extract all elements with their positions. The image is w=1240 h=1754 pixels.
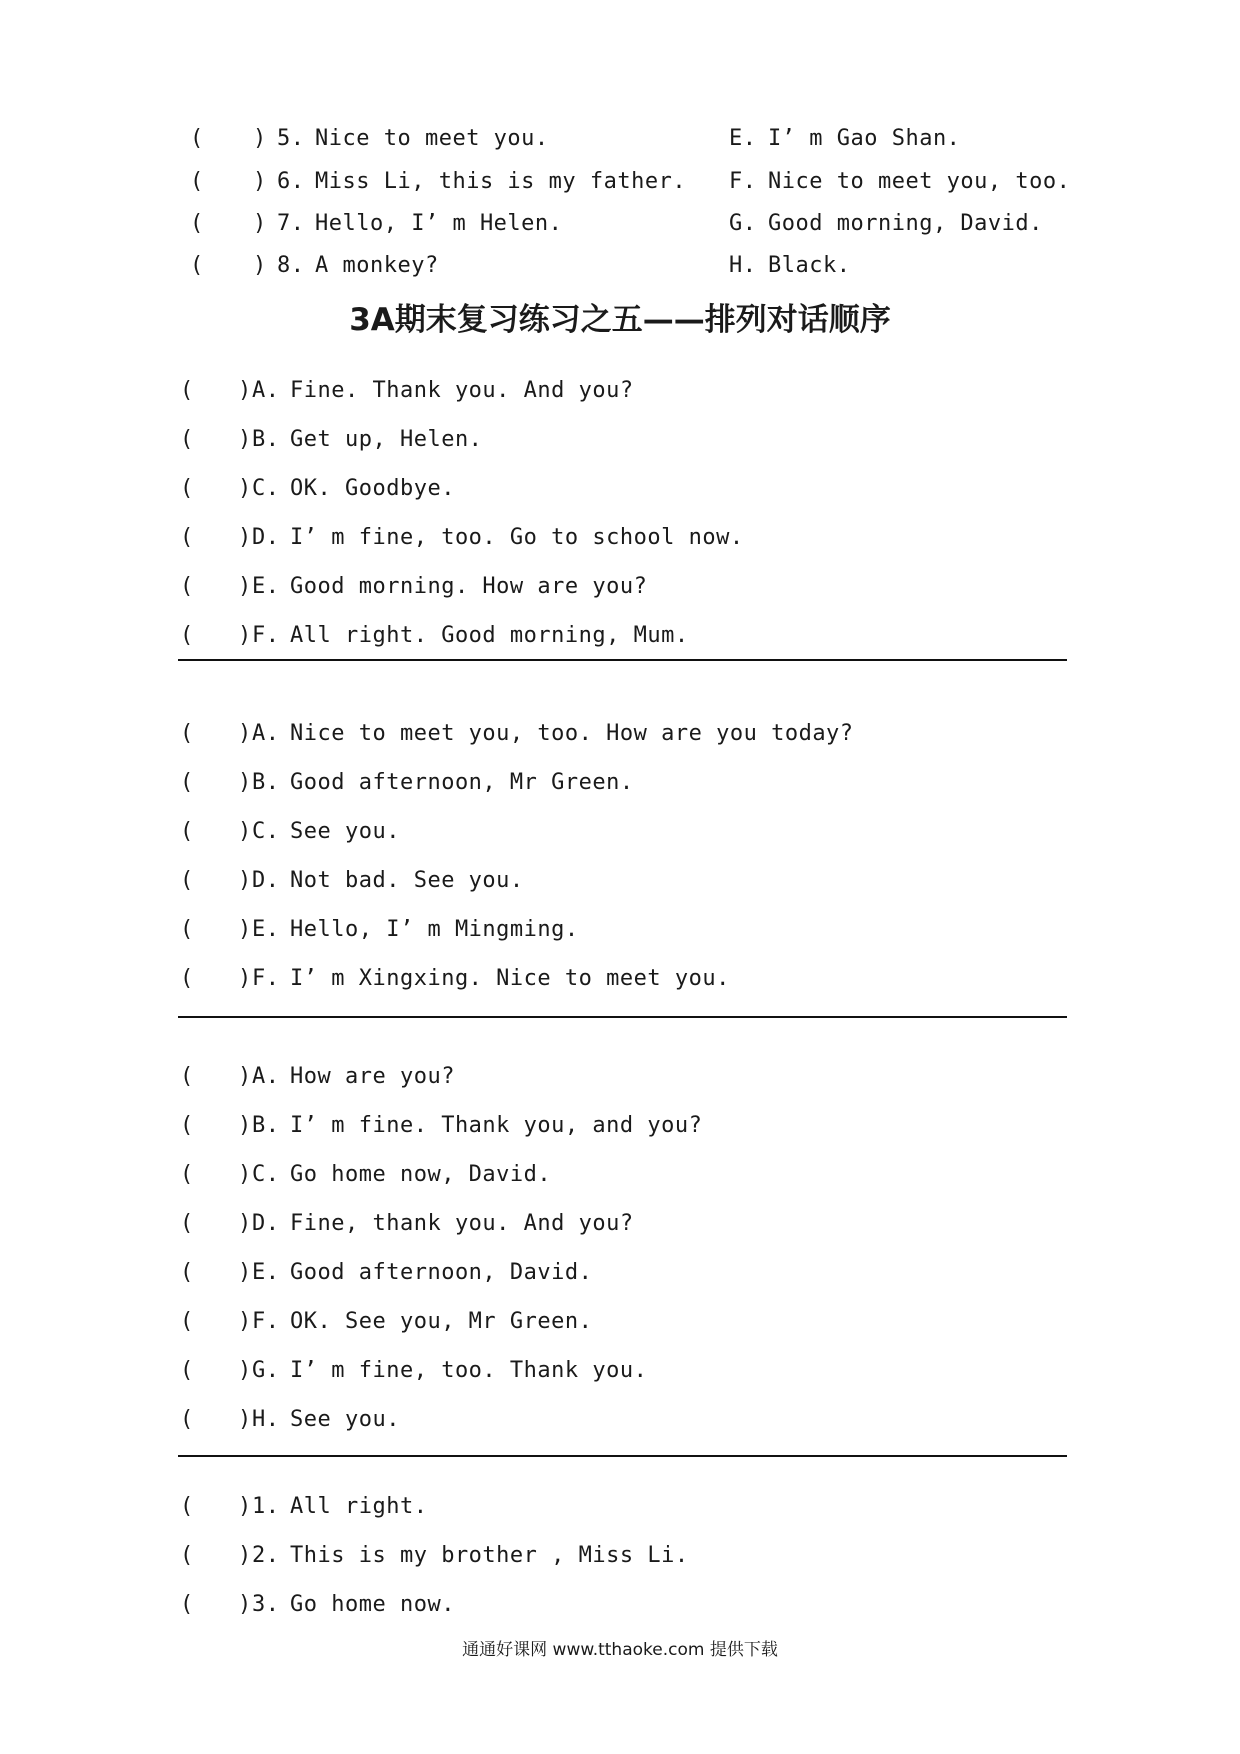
order-blank-close: )	[238, 378, 252, 403]
order-blank-open[interactable]: (	[180, 1162, 194, 1187]
line-label: E.	[252, 1260, 280, 1285]
line-label: D.	[252, 868, 280, 893]
line-label: C.	[252, 476, 280, 501]
order-blank-close: )	[238, 1543, 252, 1568]
line-label: B.	[252, 1113, 280, 1138]
order-blank-open[interactable]: (	[180, 378, 194, 403]
group-divider	[178, 1455, 1067, 1457]
order-blank-open[interactable]: (	[180, 1260, 194, 1285]
order-blank-close: )	[238, 1494, 252, 1519]
order-blank-open[interactable]: (	[180, 623, 194, 648]
line-text: All right. Good morning, Mum.	[290, 623, 689, 648]
line-text: How are you?	[290, 1064, 455, 1089]
order-blank-close: )	[238, 525, 252, 550]
order-blank-open[interactable]: (	[180, 1543, 194, 1568]
option-letter: F.	[729, 169, 757, 194]
order-blank-open[interactable]: (	[180, 574, 194, 599]
line-label: E.	[252, 917, 280, 942]
line-text: I’ m Xingxing. Nice to meet you.	[290, 966, 730, 991]
order-blank-open[interactable]: (	[180, 525, 194, 550]
line-text: Good afternoon, Mr Green.	[290, 770, 634, 795]
line-text: OK. Goodbye.	[290, 476, 455, 501]
order-blank-open[interactable]: (	[180, 1358, 194, 1383]
question-number: 6.	[277, 169, 305, 194]
section-title: 3A期末复习练习之五——排列对话顺序	[349, 302, 891, 338]
order-blank-close: )	[238, 1309, 252, 1334]
answer-blank-close: )	[253, 211, 267, 236]
line-label: A.	[252, 378, 280, 403]
question-number: 8.	[277, 253, 305, 278]
line-text: I’ m fine, too. Go to school now.	[290, 525, 744, 550]
order-blank-close: )	[238, 1358, 252, 1383]
order-blank-close: )	[238, 917, 252, 942]
option-text: I’ m Gao Shan.	[768, 126, 961, 151]
order-blank-open[interactable]: (	[180, 1064, 194, 1089]
order-blank-close: )	[238, 623, 252, 648]
line-label: G.	[252, 1358, 280, 1383]
answer-blank-open[interactable]: (	[190, 211, 204, 236]
line-text: Fine. Thank you. And you?	[290, 378, 634, 403]
order-blank-open[interactable]: (	[180, 1113, 194, 1138]
line-text: Get up, Helen.	[290, 427, 483, 452]
answer-blank-open[interactable]: (	[190, 169, 204, 194]
order-blank-open[interactable]: (	[180, 1309, 194, 1334]
line-text: All right.	[290, 1494, 428, 1519]
order-blank-close: )	[238, 1162, 252, 1187]
question-text: Nice to meet you.	[315, 126, 549, 151]
order-blank-close: )	[238, 427, 252, 452]
order-blank-open[interactable]: (	[180, 476, 194, 501]
order-blank-open[interactable]: (	[180, 427, 194, 452]
option-letter: E.	[729, 126, 757, 151]
line-label: D.	[252, 1211, 280, 1236]
line-text: Good afternoon, David.	[290, 1260, 593, 1285]
answer-blank-close: )	[253, 126, 267, 151]
line-text: This is my brother , Miss Li.	[290, 1543, 689, 1568]
option-text: Nice to meet you, too.	[768, 169, 1071, 194]
line-label: B.	[252, 427, 280, 452]
order-blank-close: )	[238, 868, 252, 893]
line-text: See you.	[290, 819, 400, 844]
order-blank-open[interactable]: (	[180, 917, 194, 942]
line-label: D.	[252, 525, 280, 550]
order-blank-close: )	[238, 966, 252, 991]
line-text: Nice to meet you, too. How are you today?	[290, 721, 854, 746]
group-divider	[178, 1016, 1067, 1018]
line-text: Hello, I’ m Mingming.	[290, 917, 579, 942]
answer-blank-open[interactable]: (	[190, 253, 204, 278]
order-blank-open[interactable]: (	[180, 868, 194, 893]
line-text: I’ m fine. Thank you, and you?	[290, 1113, 703, 1138]
group-divider	[178, 659, 1067, 661]
line-text: I’ m fine, too. Thank you.	[290, 1358, 648, 1383]
order-blank-close: )	[238, 770, 252, 795]
order-blank-close: )	[238, 1064, 252, 1089]
line-label: A.	[252, 721, 280, 746]
line-label: F.	[252, 623, 280, 648]
line-text: Good morning. How are you?	[290, 574, 648, 599]
line-label: 3.	[252, 1592, 280, 1617]
order-blank-open[interactable]: (	[180, 721, 194, 746]
question-text: Miss Li, this is my father.	[315, 169, 687, 194]
order-blank-open[interactable]: (	[180, 1592, 194, 1617]
order-blank-close: )	[238, 819, 252, 844]
order-blank-close: )	[238, 1592, 252, 1617]
question-number: 7.	[277, 211, 305, 236]
question-text: A monkey?	[315, 253, 439, 278]
question-number: 5.	[277, 126, 305, 151]
order-blank-close: )	[238, 1113, 252, 1138]
order-blank-close: )	[238, 1260, 252, 1285]
option-text: Black.	[768, 253, 851, 278]
line-text: Go home now.	[290, 1592, 455, 1617]
order-blank-open[interactable]: (	[180, 770, 194, 795]
order-blank-close: )	[238, 1211, 252, 1236]
line-label: 2.	[252, 1543, 280, 1568]
option-letter: H.	[729, 253, 757, 278]
order-blank-open[interactable]: (	[180, 819, 194, 844]
line-label: B.	[252, 770, 280, 795]
line-label: H.	[252, 1407, 280, 1432]
line-text: Not bad. See you.	[290, 868, 524, 893]
line-text: Fine, thank you. And you?	[290, 1211, 634, 1236]
order-blank-close: )	[238, 574, 252, 599]
order-blank-open[interactable]: (	[180, 1211, 194, 1236]
line-label: A.	[252, 1064, 280, 1089]
question-text: Hello, I’ m Helen.	[315, 211, 563, 236]
option-letter: G.	[729, 211, 757, 236]
answer-blank-close: )	[253, 169, 267, 194]
footer-credit: 通通好课网 www.tthaoke.com 提供下载	[462, 1640, 778, 1660]
answer-blank-close: )	[253, 253, 267, 278]
line-text: See you.	[290, 1407, 400, 1432]
line-label: F.	[252, 966, 280, 991]
line-text: Go home now, David.	[290, 1162, 552, 1187]
line-label: E.	[252, 574, 280, 599]
line-label: C.	[252, 819, 280, 844]
answer-blank-open[interactable]: (	[190, 126, 204, 151]
line-label: 1.	[252, 1494, 280, 1519]
order-blank-open[interactable]: (	[180, 966, 194, 991]
order-blank-close: )	[238, 476, 252, 501]
line-text: OK. See you, Mr Green.	[290, 1309, 593, 1334]
order-blank-open[interactable]: (	[180, 1407, 194, 1432]
line-label: F.	[252, 1309, 280, 1334]
order-blank-close: )	[238, 721, 252, 746]
line-label: C.	[252, 1162, 280, 1187]
order-blank-close: )	[238, 1407, 252, 1432]
order-blank-open[interactable]: (	[180, 1494, 194, 1519]
option-text: Good morning, David.	[768, 211, 1043, 236]
